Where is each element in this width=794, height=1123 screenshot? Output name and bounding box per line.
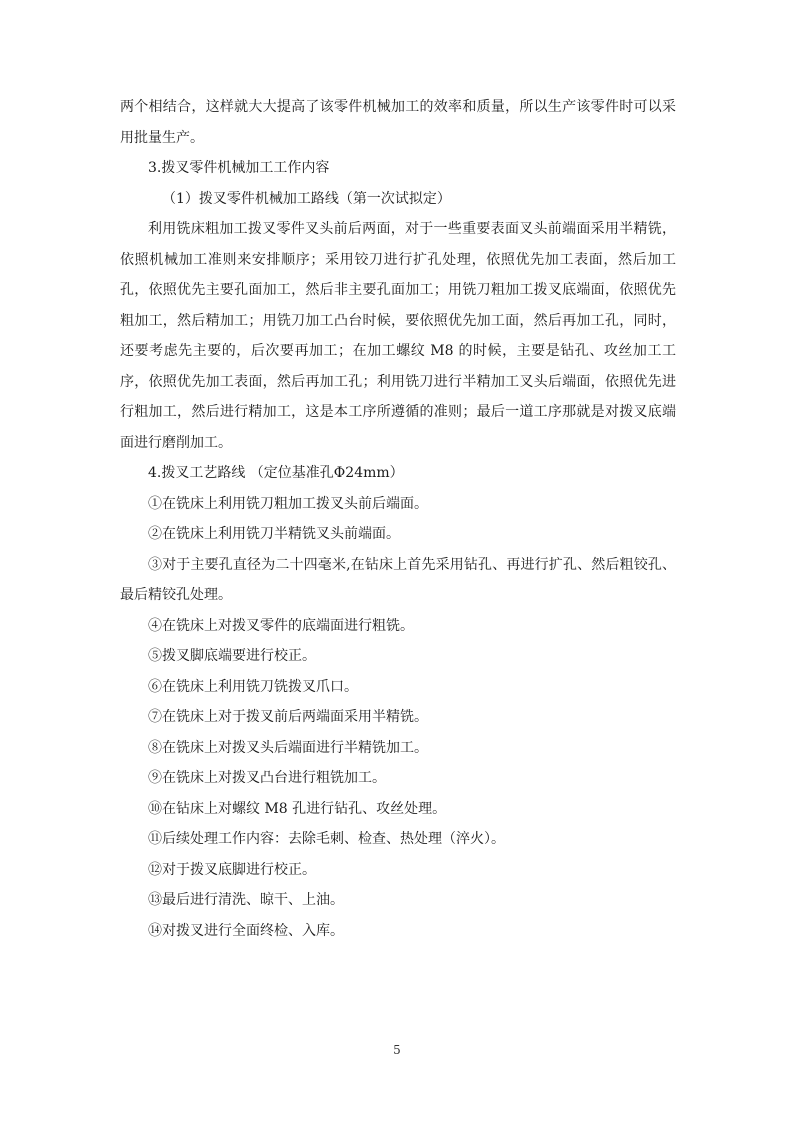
process-step: ⑩在钻床上对螺纹 M8 孔进行钻孔、攻丝处理。 [148, 800, 447, 817]
continuation-paragraph: 两个相结合，这样就大大提高了该零件机械加工的效率和质量，所以生产该零件时可以采用批量生产。 [120, 99, 676, 146]
process-step: ⑪后续处理工作内容：去除毛刺、检查、热处理（淬火）。 [148, 831, 505, 847]
process-step: ⑭对拨叉进行全面终检、入库。 [148, 922, 344, 939]
page-body [120, 92, 676, 946]
process-step: ①在铣床上利用铣刀粗加工拨叉头前后端面。 [148, 495, 428, 512]
process-step: ⑥在铣床上利用铣刀铣拨叉爪口。 [148, 678, 358, 695]
process-step: ④在铣床上对拨叉零件的底端面进行粗铣。 [148, 617, 414, 634]
process-steps-list [120, 489, 676, 947]
section-3-heading: 3.拨叉零件机械加工工作内容 [148, 160, 330, 176]
process-step: ③对于主要孔直径为二十四毫米,在钻床上首先采用钻孔、再进行扩孔、然后粗铰孔、最后精铰孔处理。 [120, 556, 676, 603]
subsection-1-heading: （1）拨叉零件机械加工路线（第一次试拟定） [162, 190, 451, 207]
page-number: 5 [393, 1043, 401, 1057]
process-step: ⑦在铣床上对于拨叉前后两端面采用半精铣。 [148, 709, 428, 725]
process-step: ⑤拨叉脚底端要进行校正。 [148, 648, 316, 664]
process-step: ⑬最后进行清洗、晾干、上油。 [148, 892, 344, 908]
process-step: ②在铣床上利用铣刀半精铣叉头前端面。 [148, 526, 400, 542]
process-step: ⑨在铣床上对拨叉凸台进行粗铣加工。 [148, 770, 386, 786]
process-step: ⑧在铣床上对拨叉头后端面进行半精铣加工。 [148, 739, 428, 756]
section-3-body-paragraph: 利用铣床粗加工拨叉零件叉头前后两面，对于一些重要表面叉头前端面采用半精铣，依照机械加工准则来安排顺序；采用铰刀进行扩孔处理，依照优先加工表面，然后加工孔，依照优先主要孔面加工，然后非主要孔面加工；用铣刀粗加工拨叉底端面，依照优先粗加工，然后精加工；用铣刀加工凸台时候，要依照优先加工面，然后再加工孔，同时，还要考虑先主要的，后次要再加工；在加工螺纹 M8 的时候，主要是钻孔、攻丝加工工序，依照优先加工表面，然后再加工孔；利用铣刀进行半精加工叉头后端面，依照优先进行粗加工，然后进行精加工，这是本工序所遵循的准则；最后一道工序那就是对拨叉底端面进行磨削加工。 [120, 221, 676, 451]
section-4-heading: 4.拨叉工艺路线 （定位基准孔Φ24mm） [148, 465, 404, 481]
process-step: ⑫对于拨叉底脚进行校正。 [148, 861, 316, 878]
